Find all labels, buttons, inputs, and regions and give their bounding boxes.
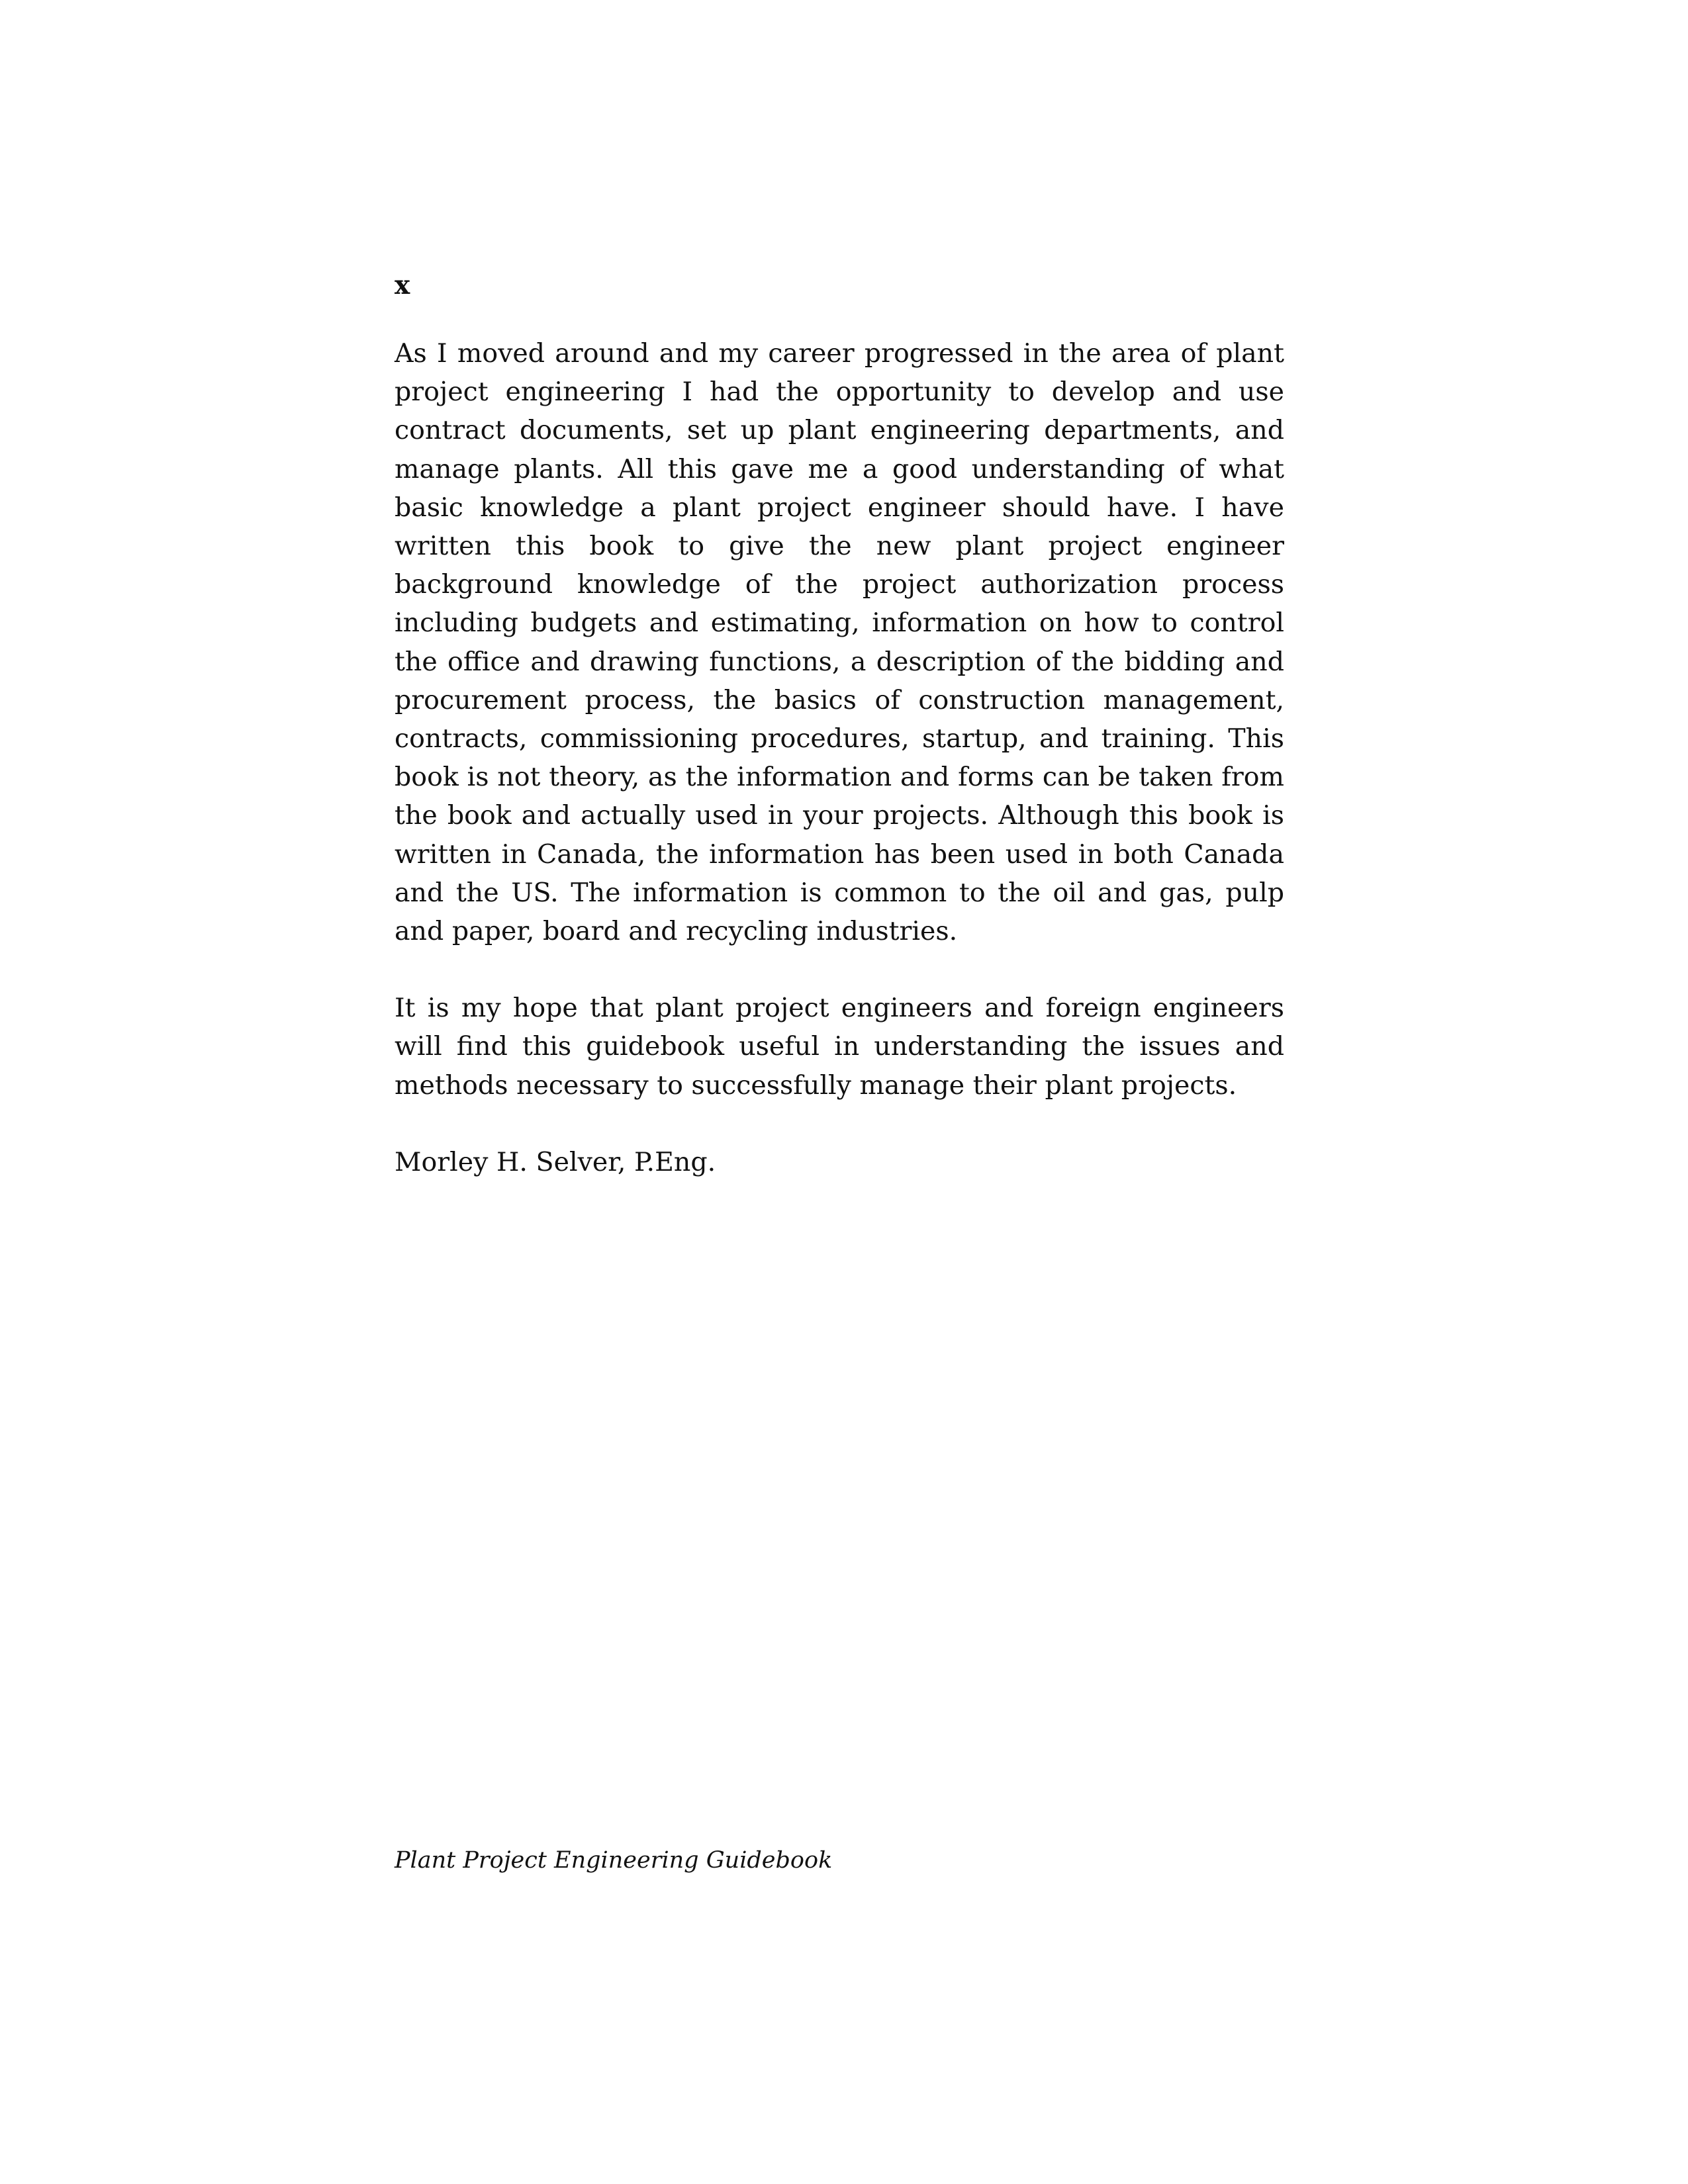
preface-paragraph-1: As I moved around and my career progressed in the area of plant project engineering I had the opportunity to develop and use contract documents, set up plant engineering departments, and manage plants. All this gave me a good understanding of what basic knowledge a plant project engineer should have. I have written this book to give the new plant project engineer background knowledge of the project authorization process including budgets and estimating, information on how to control the office and drawing functions, a description of the bidding and procurement process, the basics of construction management, contracts, commissioning procedures, startup, and training. This book is not theory, as the information and forms can be taken from the book and actually used in your projects. Although this book is written in Canada, the information has been used in both Canada and the US. The information is common to the oil and gas, pulp and paper, board and recycling industries. (395, 338, 1284, 947)
preface-body (395, 334, 1284, 1181)
running-footer-book-title: Plant Project Engineering Guidebook (395, 1847, 833, 1874)
page-number: x (395, 270, 410, 300)
author-signature: Morley H. Selver, P.Eng. (395, 1146, 716, 1177)
preface-paragraph-2: It is my hope that plant project engineers and foreign engineers will find this guidebook useful in understanding the issues and methods necessary to successfully manage their plant projects. (395, 993, 1284, 1101)
